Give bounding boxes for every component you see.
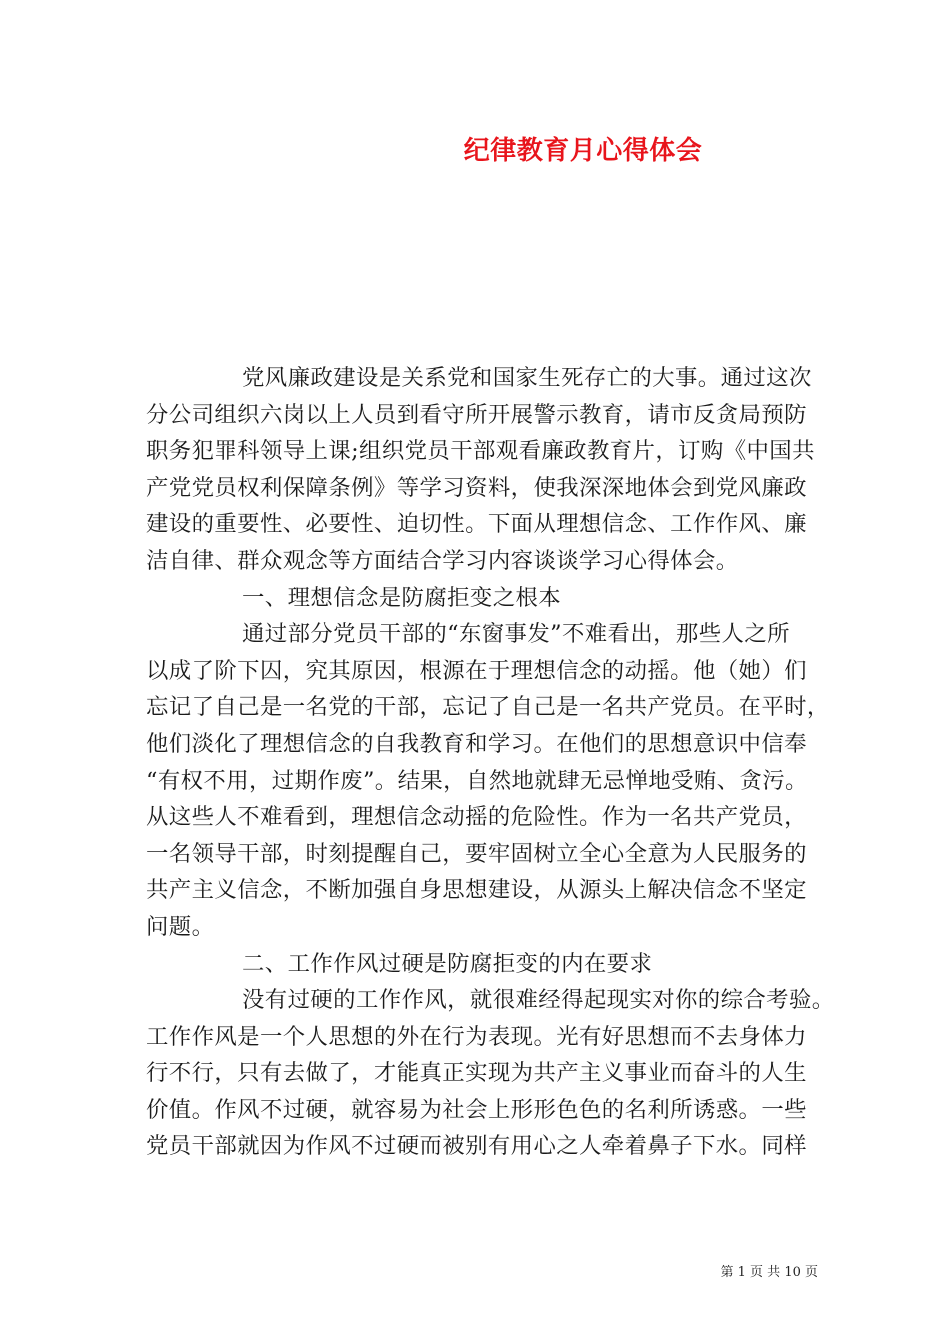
paragraph-line: 一名领导干部，时刻提醒自己，要牢固树立全心全意为人民服务的 [146,840,807,867]
paragraph-line: 通过部分党员干部的“东窗事发”不难看出，那些人之所 [242,621,790,648]
paragraph-line: 从这些人不难看到，理想信念动摇的危险性。作为一名共产党员， [146,804,807,831]
paragraph-line: 产党党员权利保障条例》等学习资料，使我深深地体会到党风廉政 [146,474,807,501]
paragraph-line: 洁自律、群众观念等方面结合学习内容谈谈学习心得体会。 [146,547,739,574]
paragraph-line: 价值。作风不过硬，就容易为社会上形形色色的名利所诱惑。一些 [146,1096,807,1123]
paragraph-line: 分公司组织六岗以上人员到看守所开展警示教育，请市反贪局预防 [146,401,807,428]
document-title-text: 纪律教育月心得体会 [463,136,703,166]
paragraph-line: 问题。 [146,913,215,940]
paragraph-line: 以成了阶下囚，究其原因，根源在于理想信念的动摇。他（她）们 [146,657,807,684]
paragraph-line: 党员干部就因为作风不过硬而被别有用心之人牵着鼻子下水。同样 [146,1133,807,1160]
section-heading: 二、工作作风过硬是防腐拒变的内在要求 [242,950,653,977]
section-heading: 一、理想信念是防腐拒变之根本 [242,584,562,611]
paragraph-line: 工作作风是一个人思想的外在行为表现。光有好思想而不去身体力 [146,1023,807,1050]
paragraph-line: 没有过硬的工作作风，就很难经得起现实对你的综合考验。 [242,987,835,1014]
document-body [146,360,835,1165]
paragraph-line: “有权不用，过期作废”。结果，自然地就肆无忌惮地受贿、贪污。 [146,767,808,794]
paragraph-line: 职务犯罪科领导上课;组织党员干部观看廉政教育片，订购《中国共 [146,438,815,465]
page-footer: 第 1 页 共 10 页 [720,1265,818,1280]
paragraph-line: 共产主义信念，不断加强自身思想建设，从源头上解决信念不坚定 [146,877,807,904]
paragraph-line: 建设的重要性、必要性、迫切性。下面从理想信念、工作作风、廉 [146,511,807,538]
paragraph-line: 行不行，只有去做了，才能真正实现为共产主义事业而奋斗的人生 [146,1060,807,1087]
paragraph-line: 党风廉政建设是关系党和国家生死存亡的大事。通过这次 [242,365,812,391]
paragraph-line: 忘记了自己是一名党的干部，忘记了自己是一名共产党员。在平时， [146,694,830,721]
document-title [0,130,950,167]
paragraph-line: 他们淡化了理想信念的自我教育和学习。在他们的思想意识中信奉 [146,730,807,757]
